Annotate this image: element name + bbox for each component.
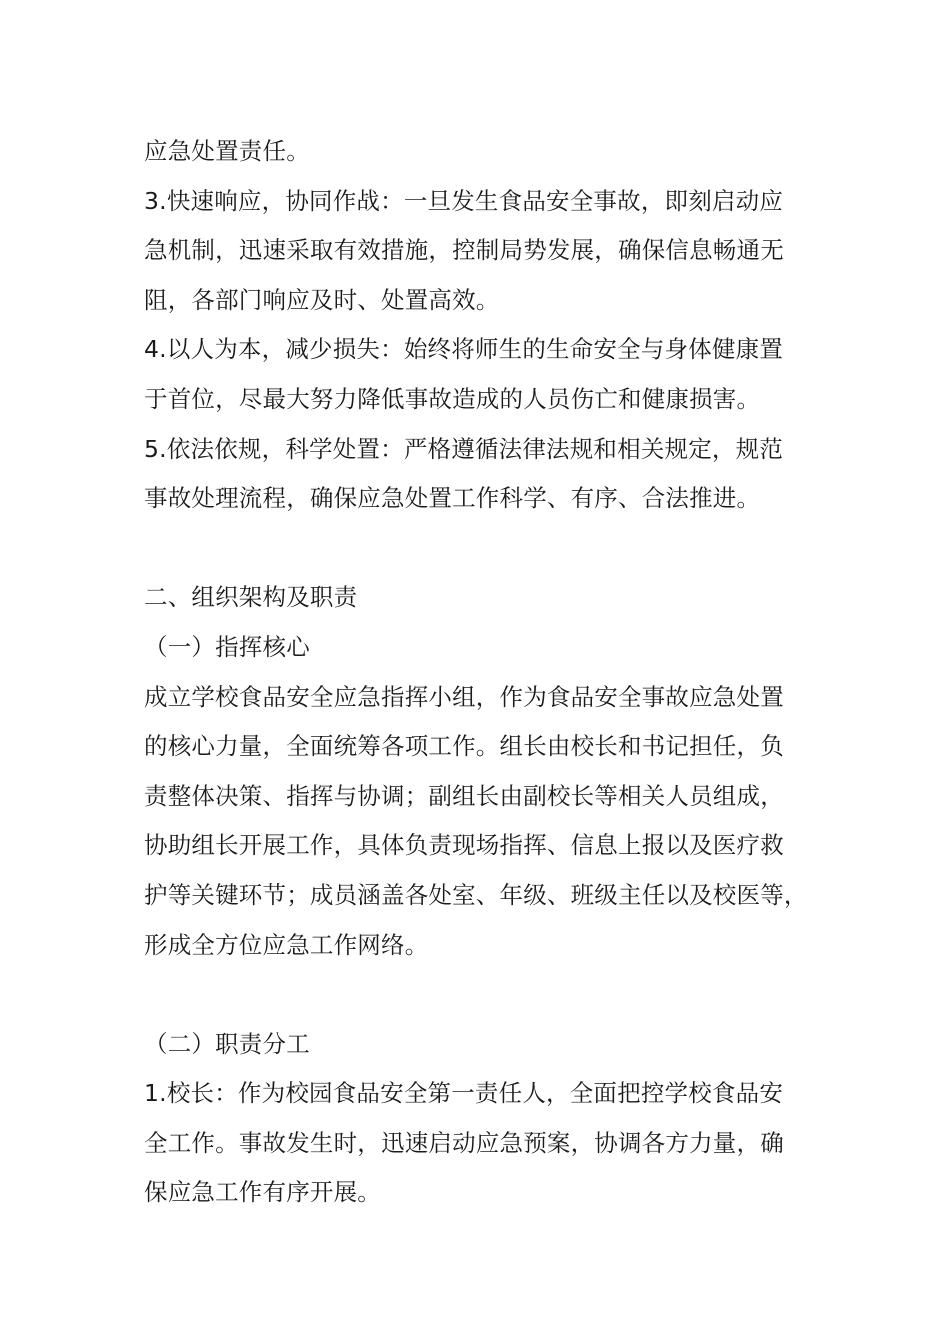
subsection-heading: （二）职责分工 <box>144 1029 310 1058</box>
text-line: 事故处理流程，确保应急处置工作科学、有序、合法推进。 <box>144 484 761 513</box>
text-line: 5.依法依规，科学处置：严格遵循法律法规和相关规定，规范 <box>144 434 784 463</box>
subsection-heading: （一）指挥核心 <box>144 632 310 661</box>
text-line: 4.以人为本，减少损失：始终将师生的生命安全与身体健康置 <box>144 335 784 364</box>
text-line: 于首位，尽最大努力降低事故造成的人员伤亡和健康损害。 <box>144 384 761 413</box>
section-heading: 二、组织架构及职责 <box>144 583 358 612</box>
document-body <box>144 127 834 1218</box>
text-line: 3.快速响应，协同作战：一旦发生食品安全事故，即刻启动应 <box>144 186 784 215</box>
text-line: 阻，各部门响应及时、处置高效。 <box>144 285 500 314</box>
text-line: 的核心力量，全面统筹各项工作。组长由校长和书记担任，负 <box>144 732 784 761</box>
paragraph-spacer <box>144 524 834 574</box>
text-line: 成立学校食品安全应急指挥小组，作为食品安全事故应急处置 <box>144 682 784 711</box>
text-line: 协助组长开展工作，具体负责现场指挥、信息上报以及医疗救 <box>144 831 784 860</box>
text-line: 急机制，迅速采取有效措施，控制局势发展，确保信息畅通无 <box>144 236 784 265</box>
paragraph-spacer <box>144 970 834 1020</box>
text-line: 责整体决策、指挥与协调；副组长由副校长等相关人员组成， <box>144 781 784 810</box>
text-line: 护等关键环节；成员涵盖各处室、年级、班级主任以及校医等， <box>144 880 808 909</box>
text-line: 应急处置责任。 <box>144 137 310 165</box>
text-line: 全工作。事故发生时，迅速启动应急预案，协调各方力量，确 <box>144 1128 784 1157</box>
text-line: 1.校长：作为校园食品安全第一责任人，全面把控学校食品安 <box>144 1079 784 1108</box>
text-line: 保应急工作有序开展。 <box>144 1178 381 1207</box>
text-line: 形成全方位应急工作网络。 <box>144 930 429 959</box>
